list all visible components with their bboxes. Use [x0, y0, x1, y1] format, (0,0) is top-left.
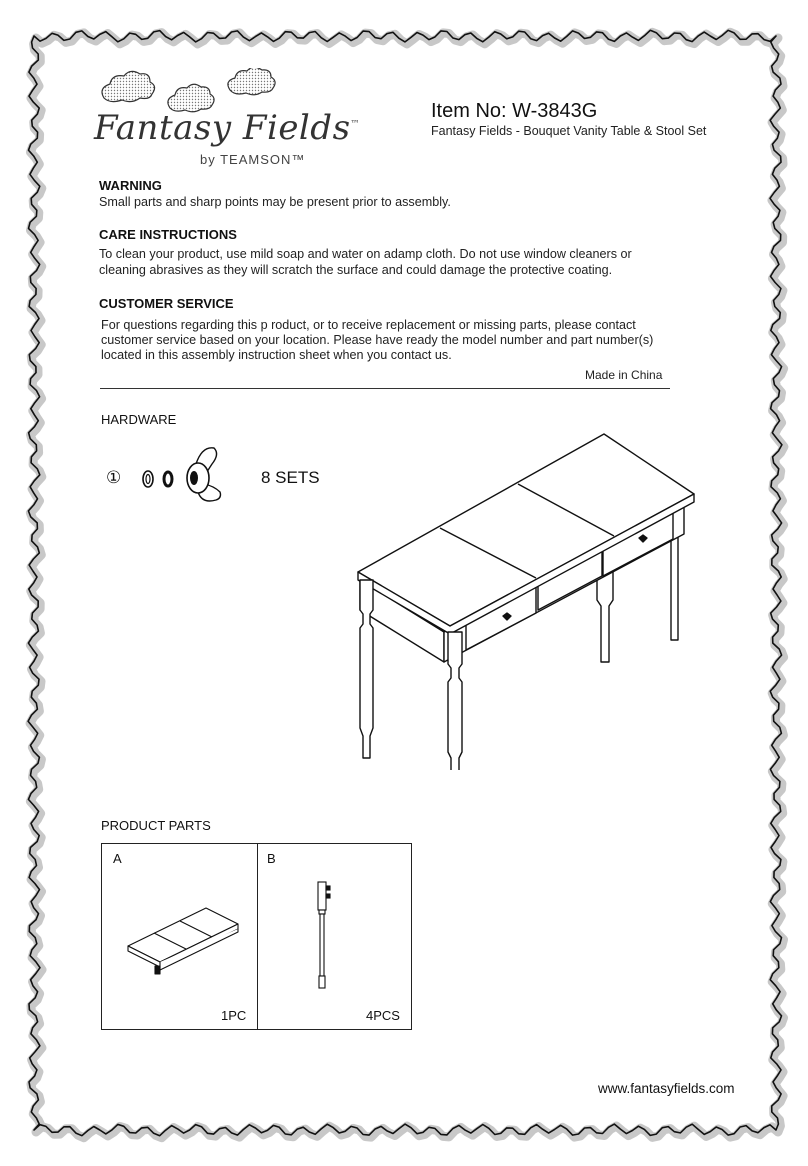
- item-number: Item No: W-3843G: [431, 100, 598, 122]
- made-in-label: Made in China: [585, 368, 663, 382]
- warning-heading: WARNING: [99, 178, 162, 193]
- section-divider: [100, 388, 670, 389]
- parts-heading: PRODUCT PARTS: [101, 818, 211, 833]
- item-description: Fantasy Fields - Bouquet Vanity Table & Stool Set: [431, 124, 707, 138]
- hardware-heading: HARDWARE: [101, 412, 177, 427]
- part-b-label: B: [267, 851, 276, 866]
- warning-text: Small parts and sharp points may be present prior to assembly.: [99, 195, 451, 209]
- service-text-line2: customer service based on your location. Please have ready the model number and part number(s): [101, 333, 654, 347]
- tabletop-part-illustration: [124, 900, 244, 980]
- service-heading: CUSTOMER SERVICE: [99, 296, 234, 311]
- care-text-line1: To clean your product, use mild soap and water on adamp cloth. Do not use window cleaners or: [99, 247, 632, 261]
- care-text-line2: cleaning abrasives as they will scratch the surface and could damage the protective coating.: [99, 263, 613, 277]
- website-url: www.fantasyfields.com: [598, 1081, 735, 1096]
- service-text-line3: located in this assembly instruction sheet when you contact us.: [101, 348, 452, 362]
- hardware-index: ①: [106, 468, 122, 487]
- brand-byline: by TEAMSON™: [200, 152, 306, 167]
- part-a-label: A: [113, 851, 122, 866]
- part-a-quantity: 1PC: [221, 1008, 247, 1023]
- brand-logo: Fantasy Fields™: [94, 108, 361, 148]
- trademark-symbol: ™: [350, 119, 361, 130]
- hardware-washers-wingnut-icon: [138, 440, 238, 504]
- service-text-line1: For questions regarding this p roduct, or to receive replacement or missing parts, please contact: [101, 318, 636, 332]
- hardware-quantity: 8 SETS: [261, 468, 320, 487]
- vanity-table-illustration: [350, 430, 700, 770]
- care-heading: CARE INSTRUCTIONS: [99, 227, 237, 242]
- parts-table-divider: [257, 843, 258, 1030]
- leg-part-illustration: [310, 876, 336, 994]
- part-b-quantity: 4PCS: [366, 1008, 400, 1023]
